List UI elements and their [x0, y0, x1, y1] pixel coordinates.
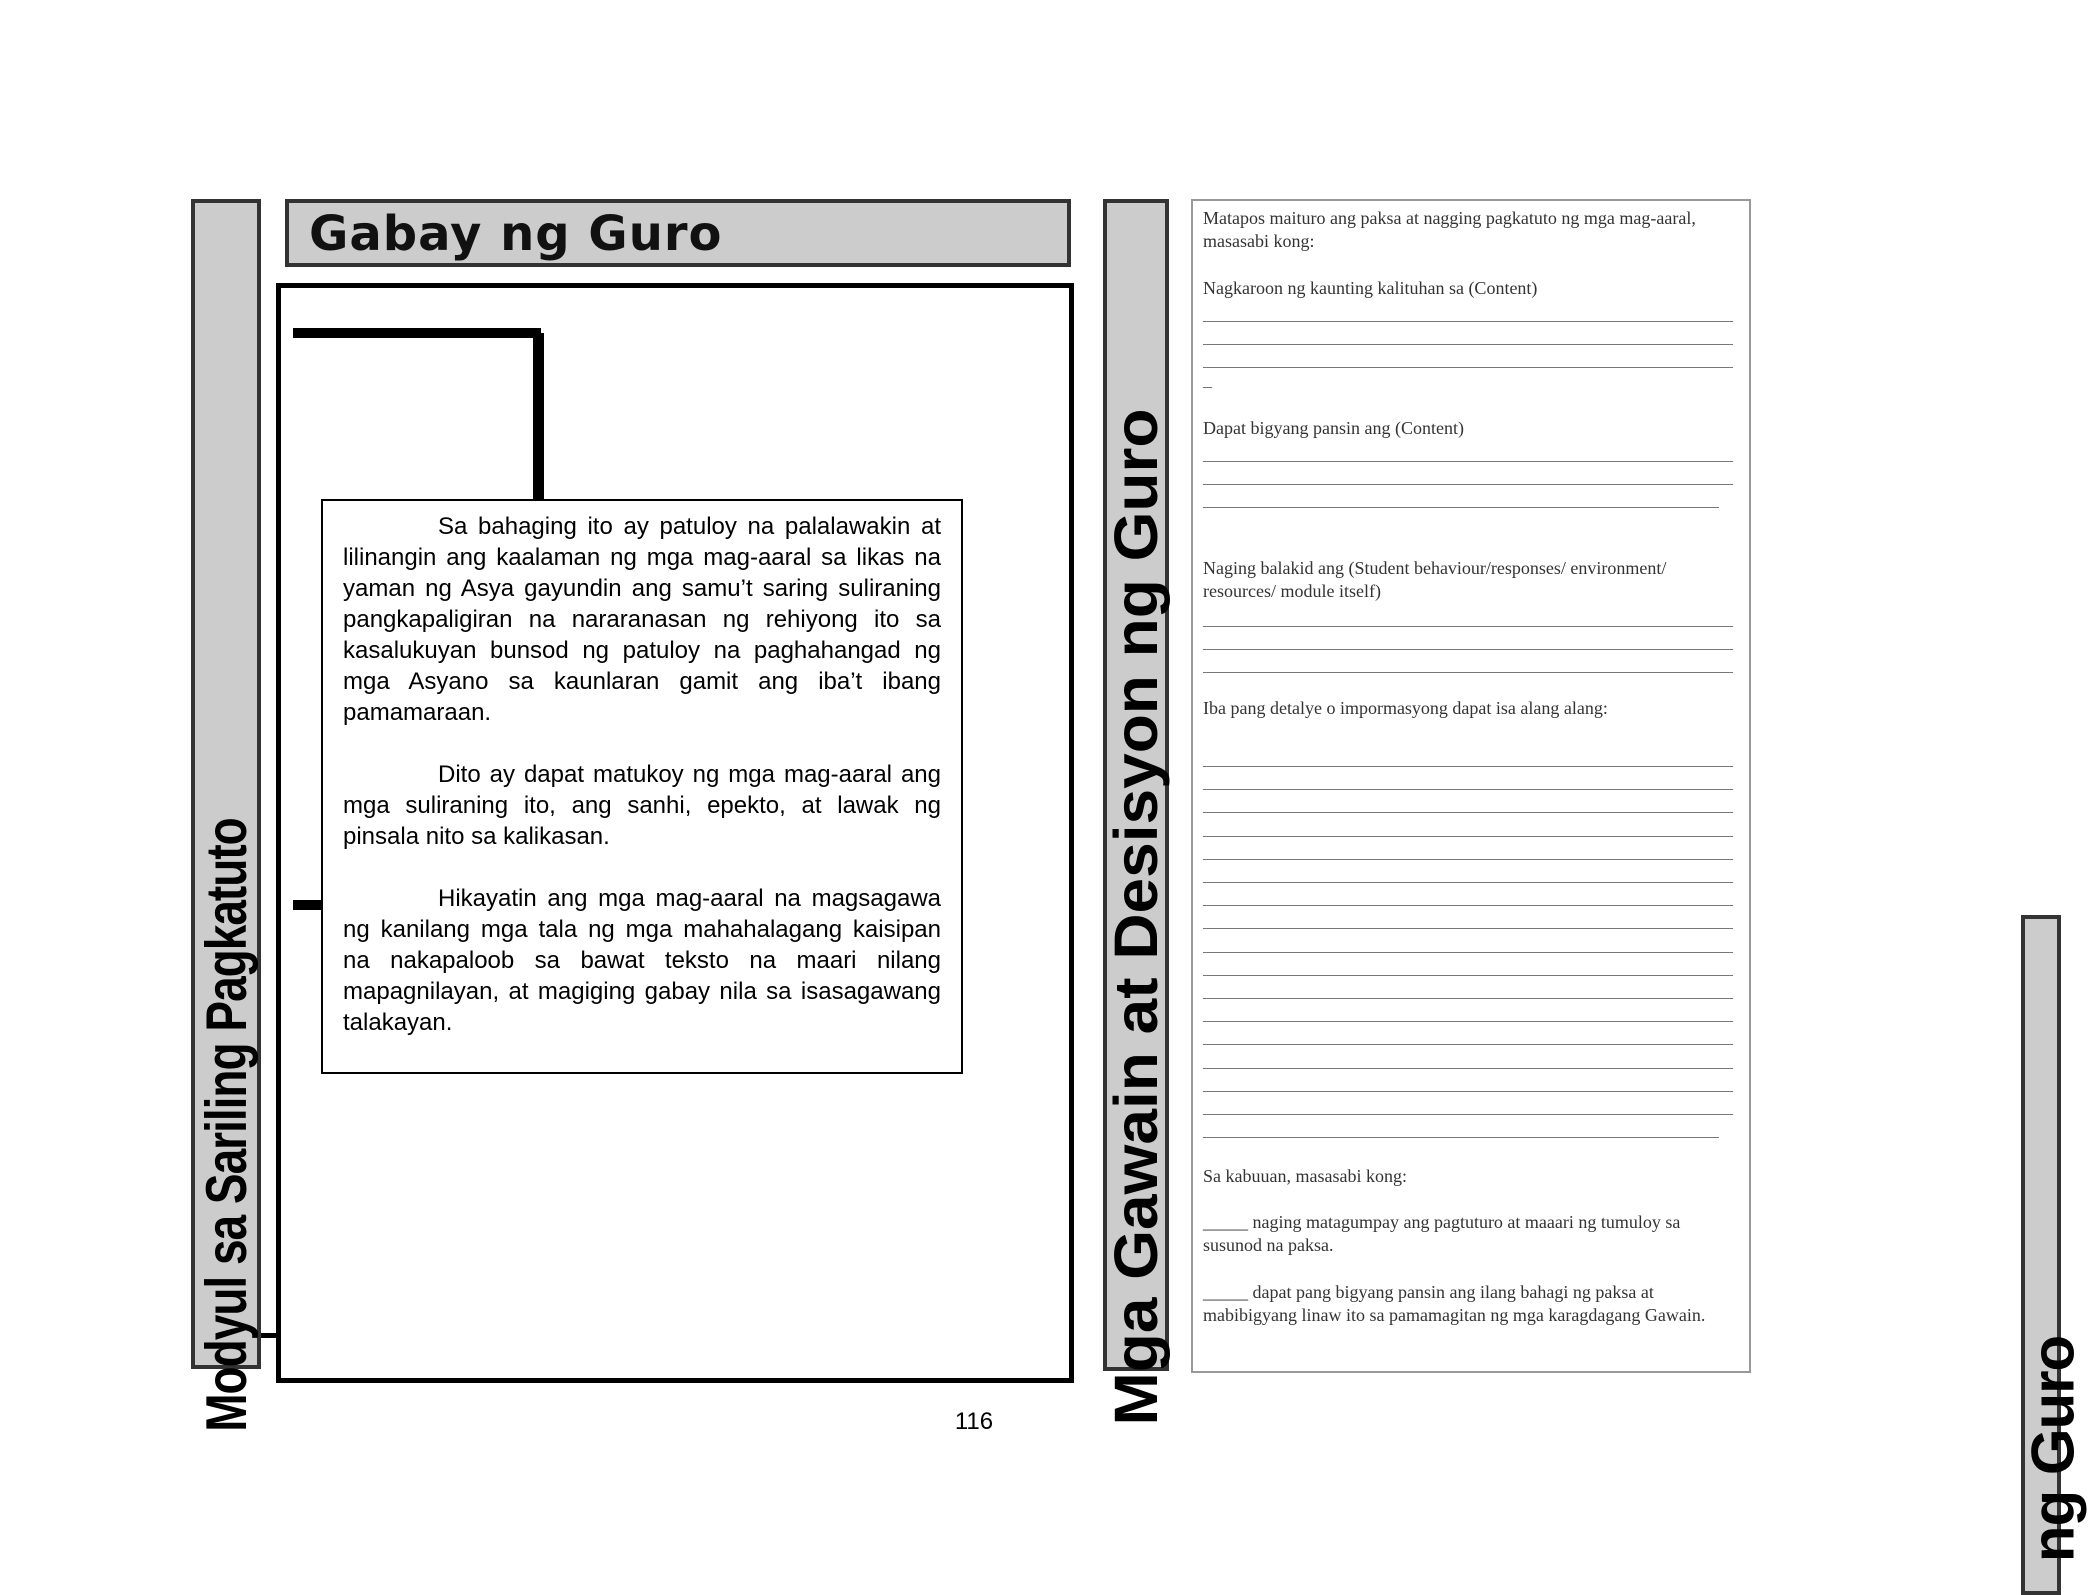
form-line[interactable]: [1203, 344, 1733, 345]
form-line[interactable]: [1203, 1021, 1733, 1022]
form-line[interactable]: [1203, 367, 1733, 368]
bracket-tick-bottom: [261, 1333, 279, 1338]
bracket-tick: [293, 900, 323, 910]
form-line[interactable]: [1203, 1137, 1719, 1138]
next-page-side-label: ng Guro: [2019, 1335, 2087, 1563]
form-dash: –: [1203, 376, 1212, 396]
activities-side-label: Mga Gawain at Desisyon ng Guro: [1101, 408, 1171, 1426]
form-section-details: Iba pang detalye o impormasyong dapat isa alang alang:: [1203, 698, 1608, 718]
form-line[interactable]: [1203, 928, 1733, 929]
form-section-attention: Dapat bigyang pansin ang (Content): [1203, 418, 1464, 438]
module-side-band: [191, 199, 261, 1432]
next-page-side-band: [2019, 915, 2087, 1595]
form-line[interactable]: [1203, 649, 1733, 650]
form-section-confusion: Nagkaroon ng kaunting kalituhan sa (Content): [1203, 278, 1538, 298]
form-option-review[interactable]: _____ dapat pang bigyang pansin ang ilang bahagi ng paksa at mabibigyang linaw ito sa pamamagitan ng mga karagdagang Gawain.: [1203, 1282, 1706, 1325]
form-line[interactable]: [1203, 507, 1719, 508]
reflection-form: [1191, 199, 1751, 1373]
form-line[interactable]: [1203, 975, 1733, 976]
form-line[interactable]: [1203, 484, 1733, 485]
bracket-line-horizontal: [293, 328, 541, 338]
form-line[interactable]: [1203, 1068, 1733, 1069]
form-line[interactable]: [1203, 882, 1733, 883]
form-line[interactable]: [1203, 1114, 1733, 1115]
form-line[interactable]: [1203, 321, 1733, 322]
guide-paragraph: Hikayatin ang mga mag-aaral na magsagawa ng kanilang mga tala ng mga mahahalagang kaisipan na nakapaloob sa bawat teksto na maari nilang mapagnilayan, at magiging gabay nila sa isasagawang talakayan.: [343, 885, 941, 1036]
guide-paragraph: Dito ay dapat matukoy ng mga mag-aaral ang mga suliraning ito, ang sanhi, epekto, at lawak ng pinsala nito sa kalikasan.: [343, 761, 941, 850]
form-option-success[interactable]: _____ naging matagumpay ang pagtuturo at maaari ng tumuloy sa susunod na paksa.: [1203, 1212, 1681, 1255]
form-line[interactable]: [1203, 998, 1733, 999]
form-line[interactable]: [1203, 672, 1733, 673]
bracket-line-vertical: [533, 333, 544, 508]
form-line[interactable]: [1203, 952, 1733, 953]
form-line[interactable]: [1203, 626, 1733, 627]
guide-title-banner: [285, 199, 1071, 267]
page-title: Gabay ng Guro: [309, 206, 723, 262]
activities-side-band: [1101, 199, 1171, 1426]
form-line[interactable]: [1203, 859, 1733, 860]
form-line[interactable]: [1203, 789, 1733, 790]
form-line[interactable]: [1203, 1044, 1733, 1045]
form-line[interactable]: [1203, 766, 1733, 767]
page-number: 116: [954, 1408, 994, 1435]
teacher-guide-textbox: [321, 499, 963, 1074]
form-section-obstacle: Naging balakid ang (Student behaviour/responses/ environment/ resources/ module itself): [1203, 558, 1667, 601]
guide-paragraph: Sa bahaging ito ay patuloy na palalawakin at lilinangin ang kaalaman ng mga mag-aaral sa likas na yaman ng Asya gayundin ang samu’t saring suliraning pangkapaligiran na nararanasan ng rehiyong ito sa kasalukuyan bunsod ng patuloy na paghahangad ng mga Asyano sa kaunlaran gamit ang iba’t ibang pamamaraan.: [343, 513, 941, 726]
module-side-label: Modyul sa Sariling Pagkatuto: [193, 818, 259, 1432]
form-line[interactable]: [1203, 836, 1733, 837]
form-summary: Sa kabuuan, masasabi kong:: [1203, 1166, 1407, 1186]
form-line[interactable]: [1203, 461, 1733, 462]
form-intro: Matapos maituro ang paksa at nagging pagkatuto ng mga mag-aaral, masasabi kong:: [1203, 208, 1696, 251]
form-line[interactable]: [1203, 1091, 1733, 1092]
form-line[interactable]: [1203, 905, 1733, 906]
form-line[interactable]: [1203, 812, 1733, 813]
